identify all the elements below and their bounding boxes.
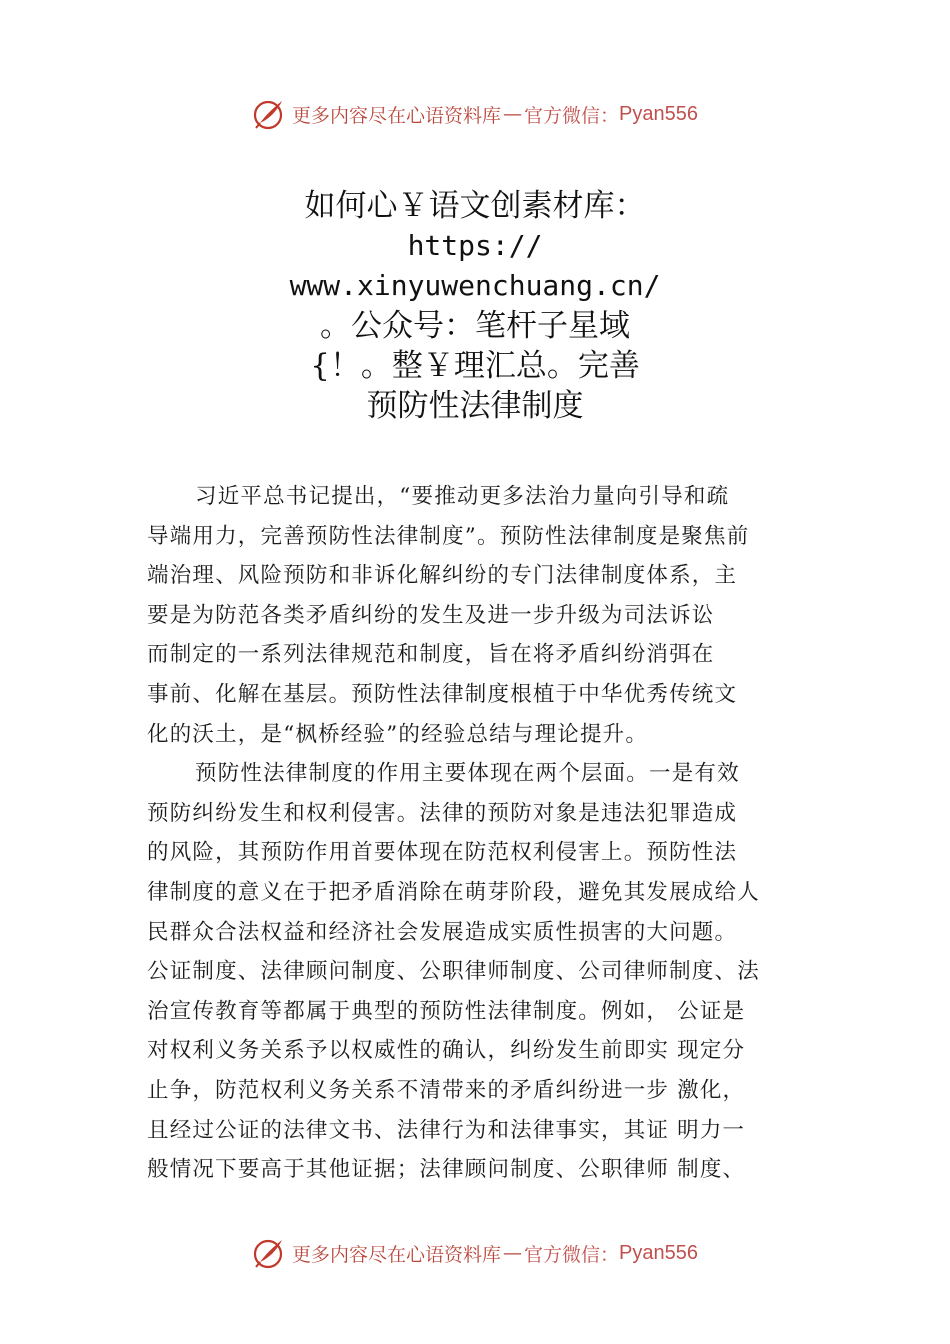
title-line: 。公众号：笔杆子星域 bbox=[320, 308, 630, 344]
header-banner bbox=[0, 94, 950, 134]
body-line: 预防纠纷发生和权利侵害。法律的预防对象是违法犯罪造成 bbox=[147, 800, 738, 826]
title-line: www.xinyuwenchuang.cn/ bbox=[289, 269, 661, 302]
wechat-id: Pyan556 bbox=[619, 102, 698, 125]
banner-separator: — bbox=[503, 103, 523, 125]
body-line: 习近平总书记提出，“要推动更多法治力量向引导和疏 bbox=[195, 484, 730, 509]
document-title bbox=[0, 186, 950, 426]
title-line: https:// bbox=[407, 229, 543, 262]
body-line: 导端用力，完善预防性法律制度”。预防性法律制度是聚焦前 bbox=[147, 523, 750, 549]
body-line: 要是为防范各类矛盾纠纷的发生及进一步升级为司法诉讼 bbox=[147, 602, 715, 628]
body-line: 端治理、风险预防和非诉化解纠纷的专门法律制度体系，主 bbox=[147, 563, 738, 589]
banner-text: 更多内容尽在心语资料库 bbox=[292, 1243, 502, 1266]
wechat-label: 官方微信： bbox=[524, 1243, 620, 1266]
body-line: 治宣传教育等都属于典型的预防性法律制度。例如， 公证是 bbox=[147, 998, 746, 1024]
body-line: 化的沃土，是“枫桥经验”的经验总结与理论提升。 bbox=[147, 721, 649, 747]
body-line: 止争，防范权利义务关系不清带来的矛盾纠纷进一步 激化， bbox=[147, 1077, 746, 1103]
body-line: 公证制度、法律顾问制度、公职律师制度、公司律师制度、法 bbox=[147, 959, 760, 985]
body-line: 事前、化解在基层。预防性法律制度根植于中华优秀传统文 bbox=[147, 681, 738, 707]
body-line: 对权利义务关系予以权威性的确认，纠纷发生前即实 现定分 bbox=[147, 1038, 746, 1064]
quill-logo-icon bbox=[252, 1236, 286, 1270]
title-line: 如何心￥语文创素材库： bbox=[304, 188, 646, 224]
document-body bbox=[147, 477, 837, 1190]
body-line: 预防性法律制度的作用主要体现在两个层面。一是有效 bbox=[195, 761, 740, 787]
body-line: 的风险，其预防作用首要体现在防范权利侵害上。预防性法 bbox=[147, 840, 738, 866]
wechat-label: 官方微信： bbox=[524, 104, 620, 127]
body-line: 民群众合法权益和经济社会发展造成实质性损害的大问题。 bbox=[147, 919, 738, 945]
body-line: 而制定的一系列法律规范和制度，旨在将矛盾纠纷消弭在 bbox=[147, 642, 715, 668]
wechat-id: Pyan556 bbox=[619, 1241, 698, 1264]
title-line: 预防性法律制度 bbox=[366, 388, 584, 424]
footer-banner bbox=[0, 1233, 950, 1273]
banner-separator: — bbox=[503, 1242, 523, 1264]
body-line: 律制度的意义在于把矛盾消除在萌芽阶段，避免其发展成给人 bbox=[147, 879, 760, 905]
body-line: 且经过公证的法律文书、法律行为和法律事实，其证 明力一 bbox=[147, 1117, 746, 1143]
body-line: 般情况下要高于其他证据；法律顾问制度、公职律师 制度、 bbox=[147, 1157, 746, 1183]
title-line: {！。整￥理汇总。完善 bbox=[310, 348, 640, 384]
banner-text: 更多内容尽在心语资料库 bbox=[292, 104, 502, 127]
quill-logo-icon bbox=[252, 97, 286, 131]
